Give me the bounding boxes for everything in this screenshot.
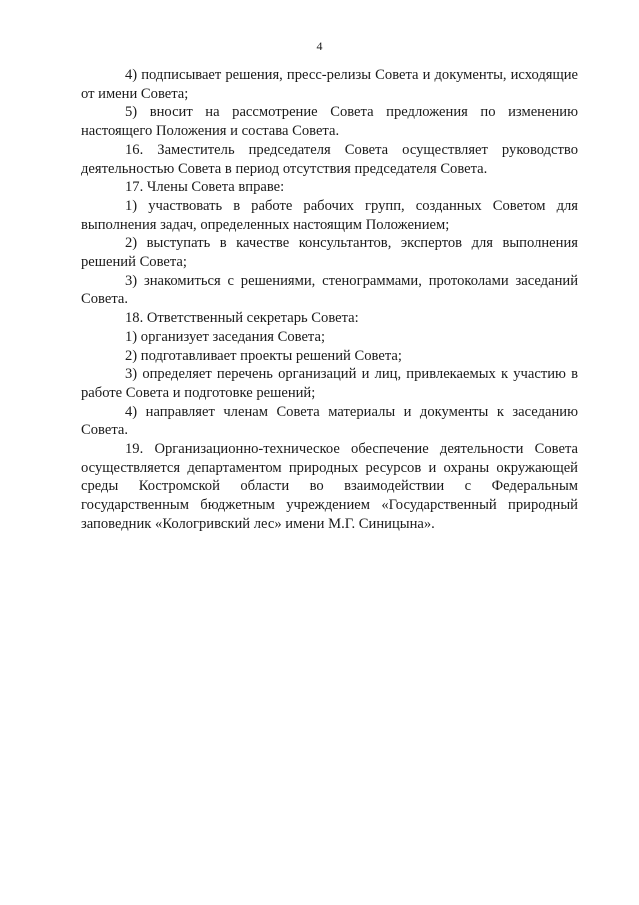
paragraph-18-3-defines-list: 3) определяет перечень организаций и лиц, привлекаемых к участию в работе Совета и подготовке решений;: [81, 366, 578, 401]
document-body: [81, 66, 578, 534]
paragraph-19-technical-support: 19. Организационно-техническое обеспечение деятельности Совета осуществляется департаментом природных ресурсов и охраны окружающей среды Костромской области во взаимодействии с Федеральным государственным бюджетным учреждением «Государственный природный заповедник «Кологривский лес» имени М.Г. Синицына».: [81, 441, 578, 532]
page-number: 4: [316, 39, 323, 53]
paragraph-17-1-working-groups: 1) участвовать в работе рабочих групп, созданных Советом для выполнения задач, определенных настоящим Положением;: [81, 197, 578, 233]
paragraph-5-submits-proposals: 5) вносит на рассмотрение Совета предложения по изменению настоящего Положения и состава Совета.: [81, 104, 578, 140]
paragraph-16-deputy-chairman: 16. Заместитель председателя Совета осуществляет руководство деятельностью Совета в период отсутствия председателя Совета.: [81, 141, 578, 177]
paragraph-17-members-rights: 17. Члены Совета вправе:: [125, 179, 285, 196]
paragraph-4-signs-decisions: 4) подписывает решения, пресс-релизы Совета и документы, исходящие от имени Совета;: [81, 67, 578, 102]
paragraph-18-1-organizes-meetings: 1) организует заседания Совета;: [125, 328, 326, 345]
paragraph-18-4-sends-materials: 4) направляет членам Совета материалы и документы к заседанию Совета.: [81, 403, 578, 439]
paragraph-18-2-prepares-drafts: 2) подготавливает проекты решений Совета;: [125, 347, 402, 364]
paragraph-17-3-review-decisions: 3) знакомиться с решениями, стенограммами, протоколами заседаний Совета.: [81, 272, 578, 308]
paragraph-17-2-consultants: 2) выступать в качестве консультантов, экспертов для выполнения решений Совета;: [81, 235, 578, 271]
paragraph-18-secretary: 18. Ответственный секретарь Совета:: [125, 310, 359, 327]
